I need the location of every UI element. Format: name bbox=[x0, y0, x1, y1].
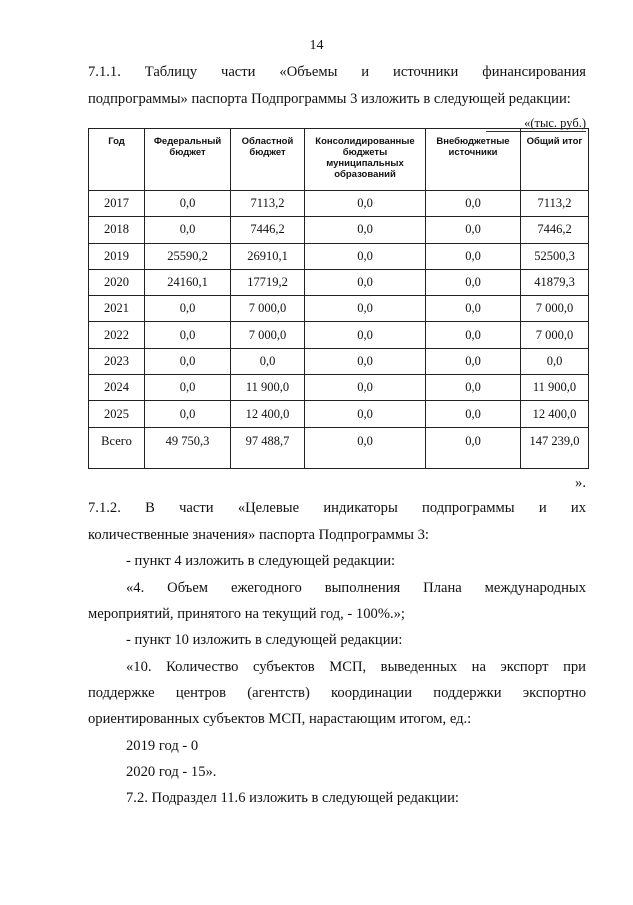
point-10-line3: ориентированных субъектов МСП, нарастающим итогом, ед.: bbox=[88, 711, 472, 727]
cell-federal: 49 750,3 bbox=[145, 427, 231, 468]
table-row bbox=[89, 217, 589, 243]
cell-regional: 17719,2 bbox=[231, 269, 305, 295]
cell-municipal: 0,0 bbox=[305, 322, 426, 348]
cell-regional: 26910,1 bbox=[231, 243, 305, 269]
header-regional-budget: Областной бюджет bbox=[231, 129, 305, 191]
table-header-row bbox=[89, 129, 589, 191]
point-10-intro: - пункт 10 изложить в следующей редакции: bbox=[126, 632, 403, 648]
page-number: 14 bbox=[309, 38, 324, 53]
header-total: Общий итог bbox=[521, 129, 589, 191]
cell-municipal: 0,0 bbox=[305, 296, 426, 322]
cell-total: 147 239,0 bbox=[521, 427, 589, 468]
cell-federal: 0,0 bbox=[145, 191, 231, 217]
cell-year: 2017 bbox=[89, 191, 145, 217]
cell-total: 52500,3 bbox=[521, 243, 589, 269]
header-municipal-budgets: Консолидированные бюджеты муниципальных образований bbox=[305, 129, 426, 191]
cell-year: 2021 bbox=[89, 296, 145, 322]
cell-total: 0,0 bbox=[521, 348, 589, 374]
cell-extrabudgetary: 0,0 bbox=[426, 217, 521, 243]
cell-federal: 0,0 bbox=[145, 322, 231, 348]
table-row bbox=[89, 269, 589, 295]
section-7-2: 7.2. Подраздел 11.6 изложить в следующей редакции: bbox=[126, 790, 459, 806]
point-10-year-2019: 2019 год - 0 bbox=[126, 738, 199, 754]
cell-regional: 11 900,0 bbox=[231, 375, 305, 401]
table-row bbox=[89, 375, 589, 401]
cell-total: 7 000,0 bbox=[521, 296, 589, 322]
cell-federal: 0,0 bbox=[145, 401, 231, 427]
point-10-line2: поддержке центров (агентств) координации поддержки экспортно bbox=[88, 685, 586, 701]
cell-year: Всего bbox=[89, 427, 145, 468]
point-4-intro: - пункт 4 изложить в следующей редакции: bbox=[126, 553, 396, 569]
cell-regional: 12 400,0 bbox=[231, 401, 305, 427]
cell-extrabudgetary: 0,0 bbox=[426, 191, 521, 217]
cell-regional: 7113,2 bbox=[231, 191, 305, 217]
table-row bbox=[89, 401, 589, 427]
header-year: Год bbox=[89, 129, 145, 191]
header-federal-budget: Федеральный бюджет bbox=[145, 129, 231, 191]
table-row bbox=[89, 243, 589, 269]
cell-extrabudgetary: 0,0 bbox=[426, 401, 521, 427]
cell-total: 12 400,0 bbox=[521, 401, 589, 427]
section-7-1-1-line2: подпрограммы» паспорта Подпрограммы 3 изложить в следующей редакции: bbox=[88, 91, 571, 107]
cell-year: 2020 bbox=[89, 269, 145, 295]
point-4-line2: мероприятий, принятого на текущий год, - 100%.»; bbox=[88, 606, 405, 622]
cell-regional: 0,0 bbox=[231, 348, 305, 374]
cell-regional: 7 000,0 bbox=[231, 322, 305, 348]
cell-extrabudgetary: 0,0 bbox=[426, 427, 521, 468]
cell-extrabudgetary: 0,0 bbox=[426, 269, 521, 295]
cell-year: 2025 bbox=[89, 401, 145, 427]
cell-extrabudgetary: 0,0 bbox=[426, 243, 521, 269]
table-units-label: «(тыс. руб.) bbox=[486, 116, 586, 132]
section-7-1-2-line1: 7.1.2. В части «Целевые индикаторы подпрограммы и их bbox=[88, 500, 586, 516]
table-row bbox=[89, 296, 589, 322]
cell-total: 7446,2 bbox=[521, 217, 589, 243]
cell-extrabudgetary: 0,0 bbox=[426, 375, 521, 401]
cell-year: 2022 bbox=[89, 322, 145, 348]
section-7-1-1-line1: 7.1.1. Таблицу части «Объемы и источники финансирования bbox=[88, 64, 586, 80]
cell-federal: 0,0 bbox=[145, 348, 231, 374]
cell-municipal: 0,0 bbox=[305, 243, 426, 269]
cell-federal: 0,0 bbox=[145, 296, 231, 322]
header-extrabudgetary: Внебюджетные источники bbox=[426, 129, 521, 191]
cell-total: 7 000,0 bbox=[521, 322, 589, 348]
point-10-line1: «10. Количество субъектов МСП, выведенных на экспорт при bbox=[126, 659, 586, 675]
cell-year: 2018 bbox=[89, 217, 145, 243]
cell-total: 11 900,0 bbox=[521, 375, 589, 401]
table-row-total bbox=[89, 427, 589, 468]
cell-year: 2023 bbox=[89, 348, 145, 374]
cell-extrabudgetary: 0,0 bbox=[426, 296, 521, 322]
cell-total: 41879,3 bbox=[521, 269, 589, 295]
cell-regional: 7 000,0 bbox=[231, 296, 305, 322]
table-row bbox=[89, 348, 589, 374]
cell-municipal: 0,0 bbox=[305, 401, 426, 427]
cell-regional: 7446,2 bbox=[231, 217, 305, 243]
cell-regional: 97 488,7 bbox=[231, 427, 305, 468]
cell-municipal: 0,0 bbox=[305, 427, 426, 468]
section-7-1-2-line2: количественные значения» паспорта Подпрограммы 3: bbox=[88, 527, 429, 543]
cell-municipal: 0,0 bbox=[305, 348, 426, 374]
cell-year: 2024 bbox=[89, 375, 145, 401]
cell-municipal: 0,0 bbox=[305, 269, 426, 295]
cell-municipal: 0,0 bbox=[305, 375, 426, 401]
cell-federal: 0,0 bbox=[145, 217, 231, 243]
cell-extrabudgetary: 0,0 bbox=[426, 348, 521, 374]
cell-federal: 25590,2 bbox=[145, 243, 231, 269]
point-10-year-2020: 2020 год - 15». bbox=[126, 764, 217, 780]
cell-municipal: 0,0 bbox=[305, 191, 426, 217]
cell-extrabudgetary: 0,0 bbox=[426, 322, 521, 348]
table-closing-quote: ». bbox=[575, 475, 586, 491]
budget-table bbox=[88, 128, 589, 469]
table-row bbox=[89, 322, 589, 348]
cell-municipal: 0,0 bbox=[305, 217, 426, 243]
table-row bbox=[89, 191, 589, 217]
cell-total: 7113,2 bbox=[521, 191, 589, 217]
point-4-line1: «4. Объем ежегодного выполнения Плана международных bbox=[126, 580, 586, 596]
cell-year: 2019 bbox=[89, 243, 145, 269]
cell-federal: 24160,1 bbox=[145, 269, 231, 295]
cell-federal: 0,0 bbox=[145, 375, 231, 401]
